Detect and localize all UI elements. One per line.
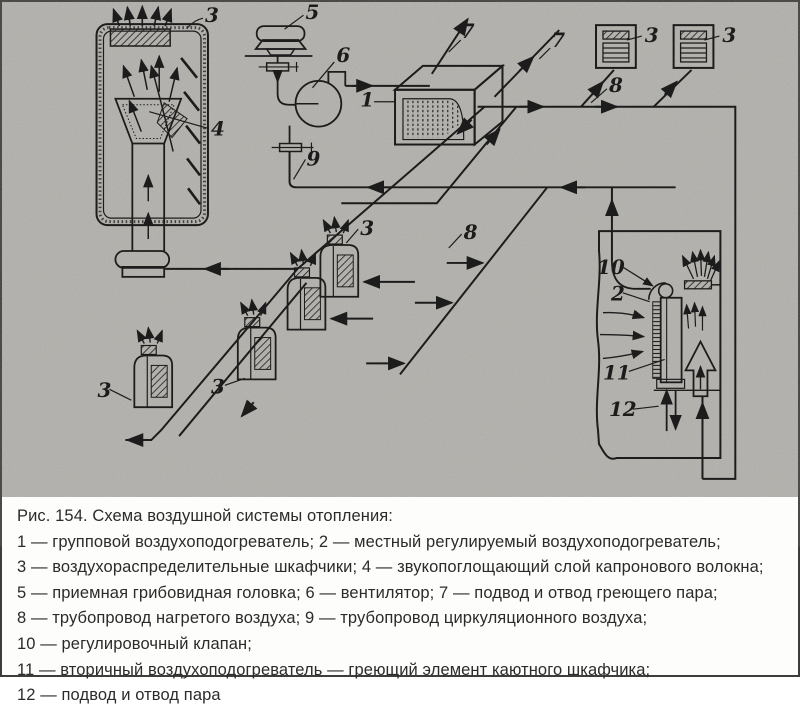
caption-line: 3 — воздухораспределительные шкафчики; 4 — звукопоглощающий слой капронового волокна; <box>17 558 764 577</box>
label-steam-12: 12 <box>608 397 637 422</box>
label-local-heater-2: 2 <box>610 281 625 306</box>
heating-system-diagram <box>2 2 798 497</box>
paper-grain-texture <box>2 2 798 497</box>
label-cabinet-3b: 3 <box>644 23 659 48</box>
label-steam-7b: 7 <box>551 28 566 53</box>
caption-line: 11 — вторичный воздухоподогреватель — греющий элемент каютного шкафчика; <box>17 660 651 679</box>
label-cabinet-3c: 3 <box>722 23 737 48</box>
caption-line: 1 — групповой воздухоподогреватель; 2 — местный регулируемый воздухоподогреватель; <box>17 532 721 551</box>
label-valve-10: 10 <box>597 254 625 279</box>
label-mushroom-5: 5 <box>305 0 320 25</box>
label-cabinet-3: 3 <box>204 3 219 28</box>
label-cabinet-3f: 3 <box>97 378 112 403</box>
caption-title: Рис. 154. Схема воздушной системы отопления: <box>17 507 393 525</box>
caption-line: 8 — трубопровод нагретого воздуха; 9 — трубопровод циркуляционного воздуха; <box>17 609 648 628</box>
label-hot-air-8a: 8 <box>608 72 623 97</box>
label-sound-layer-4: 4 <box>210 116 225 141</box>
cabin-grille <box>685 281 712 289</box>
label-cabinet-3e: 3 <box>210 374 225 399</box>
figure-caption <box>2 497 798 705</box>
label-secondary-heater-11: 11 <box>602 360 631 385</box>
caption-line: 5 — приемная грибовидная головка; 6 — вентилятор; 7 — подвод и отвод греющего пара; <box>17 583 718 602</box>
caption-line: 12 — подвод и отвод пара <box>17 686 221 705</box>
heater-fins <box>653 302 661 379</box>
label-steam-7a: 7 <box>460 19 475 44</box>
label-cabinet-3d: 3 <box>360 216 375 241</box>
label-circulation-9: 9 <box>306 146 321 171</box>
cabinet-top-grille <box>110 29 170 46</box>
label-fan-6: 6 <box>336 42 351 67</box>
caption-line: 10 — регулировочный клапан; <box>17 634 252 653</box>
label-heater-1: 1 <box>360 87 375 112</box>
label-hot-air-8b: 8 <box>463 220 478 245</box>
